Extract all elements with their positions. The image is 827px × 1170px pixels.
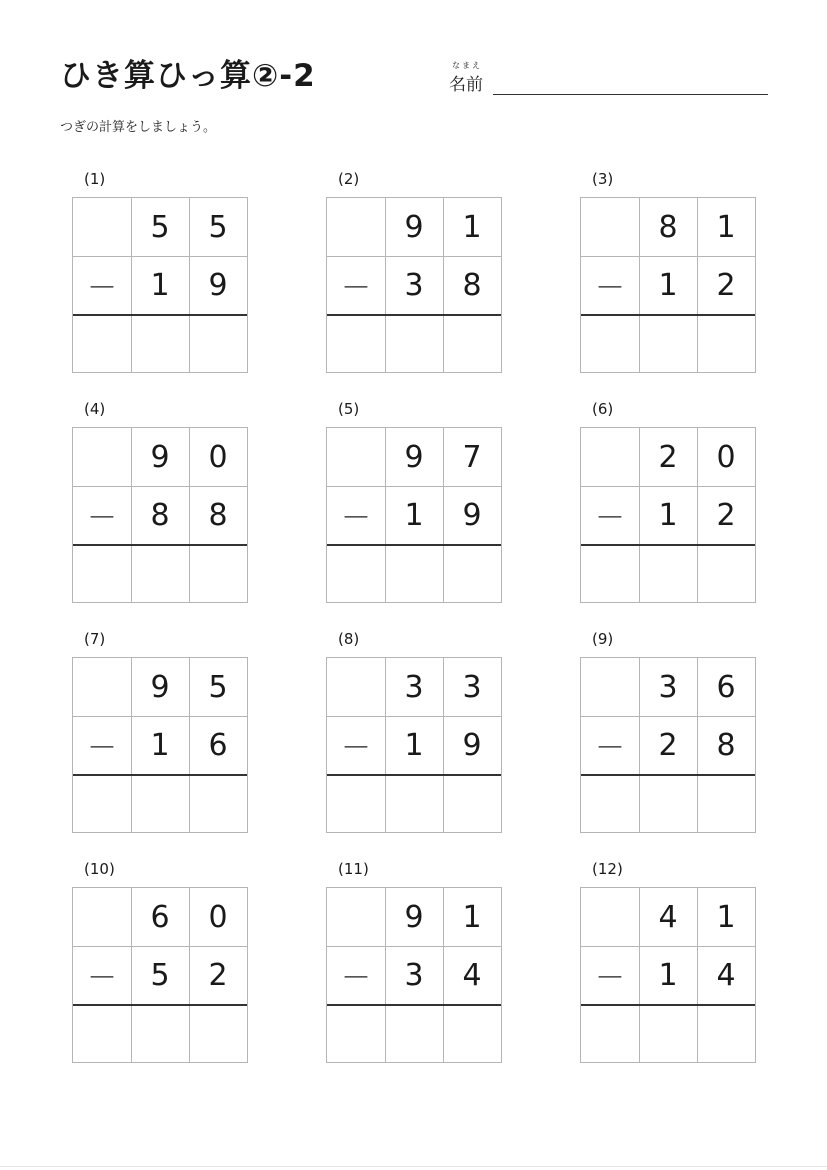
instruction-text: つぎの計算をしましょう。 xyxy=(60,120,217,135)
answer-cell[interactable] xyxy=(639,544,697,602)
problem-number: (10) xyxy=(84,860,115,878)
subtrahend-digit: 1 xyxy=(658,267,678,303)
problem-number: (4) xyxy=(84,400,106,418)
calculation-grid xyxy=(326,427,502,603)
answer-cell[interactable] xyxy=(443,314,501,372)
minuend-digit: 4 xyxy=(658,899,678,935)
name-label: 名前 xyxy=(449,75,483,95)
answer-cell[interactable] xyxy=(697,544,755,602)
minuend-digit: 7 xyxy=(462,439,482,475)
answer-cell[interactable] xyxy=(581,544,639,602)
minuend-digit: 5 xyxy=(208,209,228,245)
subtrahend-digit: 2 xyxy=(716,497,736,533)
subtrahend-digit: 1 xyxy=(404,727,424,763)
minuend-digit: 1 xyxy=(462,899,482,935)
minuend-digit: 0 xyxy=(716,439,736,475)
subtrahend-digit: 5 xyxy=(150,957,170,993)
answer-cell[interactable] xyxy=(581,1004,639,1062)
answer-cell[interactable] xyxy=(697,1004,755,1062)
answer-cell[interactable] xyxy=(327,314,385,372)
subtrahend-digit: 3 xyxy=(404,267,424,303)
minuend-digit: 5 xyxy=(208,669,228,705)
subtrahend-digit: 2 xyxy=(658,727,678,763)
answer-cell[interactable] xyxy=(443,1004,501,1062)
subtrahend-digit: 8 xyxy=(716,727,736,763)
minus-sign: － xyxy=(595,271,625,306)
answer-cell[interactable] xyxy=(131,1004,189,1062)
answer-cell[interactable] xyxy=(73,774,131,832)
minus-sign: － xyxy=(595,501,625,536)
page-bottom-divider xyxy=(0,1166,827,1167)
subtrahend-digit: 8 xyxy=(462,267,482,303)
answer-cell[interactable] xyxy=(639,774,697,832)
calculation-grid xyxy=(72,197,248,373)
problem-number: (6) xyxy=(592,400,614,418)
answer-cell[interactable] xyxy=(131,774,189,832)
subtrahend-digit: 6 xyxy=(208,727,228,763)
minuend-digit: 3 xyxy=(462,669,482,705)
minuend-digit: 2 xyxy=(658,439,678,475)
minus-sign: － xyxy=(341,501,371,536)
calculation-grid xyxy=(326,197,502,373)
answer-cell[interactable] xyxy=(443,774,501,832)
problem-number: (11) xyxy=(338,860,369,878)
minus-sign: － xyxy=(341,731,371,766)
answer-cell[interactable] xyxy=(189,774,247,832)
answer-cell[interactable] xyxy=(697,774,755,832)
subtrahend-digit: 1 xyxy=(404,497,424,533)
calculation-grid xyxy=(326,887,502,1063)
minuend-digit: 3 xyxy=(658,669,678,705)
minuend-digit: 8 xyxy=(658,209,678,245)
name-ruby: なまえ xyxy=(452,61,482,70)
answer-cell[interactable] xyxy=(73,544,131,602)
calculation-grid xyxy=(72,887,248,1063)
calculation-grid xyxy=(580,427,756,603)
answer-cell[interactable] xyxy=(385,314,443,372)
subtrahend-digit: 9 xyxy=(208,267,228,303)
minus-sign: － xyxy=(87,501,117,536)
subtrahend-digit: 1 xyxy=(658,957,678,993)
answer-cell[interactable] xyxy=(327,544,385,602)
answer-cell[interactable] xyxy=(327,774,385,832)
answer-cell[interactable] xyxy=(189,1004,247,1062)
minuend-digit: 9 xyxy=(404,439,424,475)
problem-number: (9) xyxy=(592,630,614,648)
subtrahend-digit: 1 xyxy=(150,727,170,763)
minuend-digit: 9 xyxy=(150,669,170,705)
minuend-digit: 1 xyxy=(716,899,736,935)
answer-cell[interactable] xyxy=(131,314,189,372)
answer-cell[interactable] xyxy=(385,1004,443,1062)
subtrahend-digit: 2 xyxy=(716,267,736,303)
answer-cell[interactable] xyxy=(327,1004,385,1062)
problem-number: (1) xyxy=(84,170,106,188)
answer-cell[interactable] xyxy=(639,1004,697,1062)
answer-cell[interactable] xyxy=(385,544,443,602)
answer-cell[interactable] xyxy=(189,544,247,602)
problem-number: (2) xyxy=(338,170,360,188)
problem-number: (7) xyxy=(84,630,106,648)
minuend-digit: 9 xyxy=(150,439,170,475)
minus-sign: － xyxy=(87,731,117,766)
subtrahend-digit: 4 xyxy=(462,957,482,993)
minuend-digit: 9 xyxy=(404,899,424,935)
answer-cell[interactable] xyxy=(697,314,755,372)
minuend-digit: 6 xyxy=(716,669,736,705)
calculation-grid xyxy=(72,427,248,603)
answer-cell[interactable] xyxy=(131,544,189,602)
subtrahend-digit: 1 xyxy=(150,267,170,303)
subtrahend-digit: 1 xyxy=(658,497,678,533)
name-writing-line[interactable] xyxy=(493,94,768,95)
problem-number: (3) xyxy=(592,170,614,188)
minus-sign: － xyxy=(87,271,117,306)
minus-sign: － xyxy=(87,961,117,996)
subtrahend-digit: 8 xyxy=(208,497,228,533)
minuend-digit: 0 xyxy=(208,899,228,935)
problem-number: (8) xyxy=(338,630,360,648)
subtrahend-digit: 9 xyxy=(462,727,482,763)
answer-cell[interactable] xyxy=(189,314,247,372)
subtrahend-digit: 3 xyxy=(404,957,424,993)
name-field xyxy=(449,60,769,100)
calculation-grid xyxy=(580,657,756,833)
calculation-grid xyxy=(326,657,502,833)
calculation-grid xyxy=(580,887,756,1063)
minuend-digit: 1 xyxy=(462,209,482,245)
minus-sign: － xyxy=(595,731,625,766)
answer-cell[interactable] xyxy=(581,314,639,372)
problem-number: (12) xyxy=(592,860,623,878)
minuend-digit: 9 xyxy=(404,209,424,245)
answer-cell[interactable] xyxy=(73,314,131,372)
answer-cell[interactable] xyxy=(385,774,443,832)
answer-cell[interactable] xyxy=(581,774,639,832)
answer-cell[interactable] xyxy=(73,1004,131,1062)
answer-cell[interactable] xyxy=(639,314,697,372)
minuend-digit: 0 xyxy=(208,439,228,475)
minuend-digit: 1 xyxy=(716,209,736,245)
minuend-digit: 5 xyxy=(150,209,170,245)
minuend-digit: 3 xyxy=(404,669,424,705)
minus-sign: － xyxy=(595,961,625,996)
minuend-digit: 6 xyxy=(150,899,170,935)
worksheet-title: ひき算ひっ算②-2 xyxy=(60,58,316,94)
calculation-grid xyxy=(72,657,248,833)
subtrahend-digit: 9 xyxy=(462,497,482,533)
minus-sign: － xyxy=(341,271,371,306)
subtrahend-digit: 8 xyxy=(150,497,170,533)
minus-sign: － xyxy=(341,961,371,996)
calculation-grid xyxy=(580,197,756,373)
subtrahend-digit: 4 xyxy=(716,957,736,993)
problem-number: (5) xyxy=(338,400,360,418)
answer-cell[interactable] xyxy=(443,544,501,602)
subtrahend-digit: 2 xyxy=(208,957,228,993)
